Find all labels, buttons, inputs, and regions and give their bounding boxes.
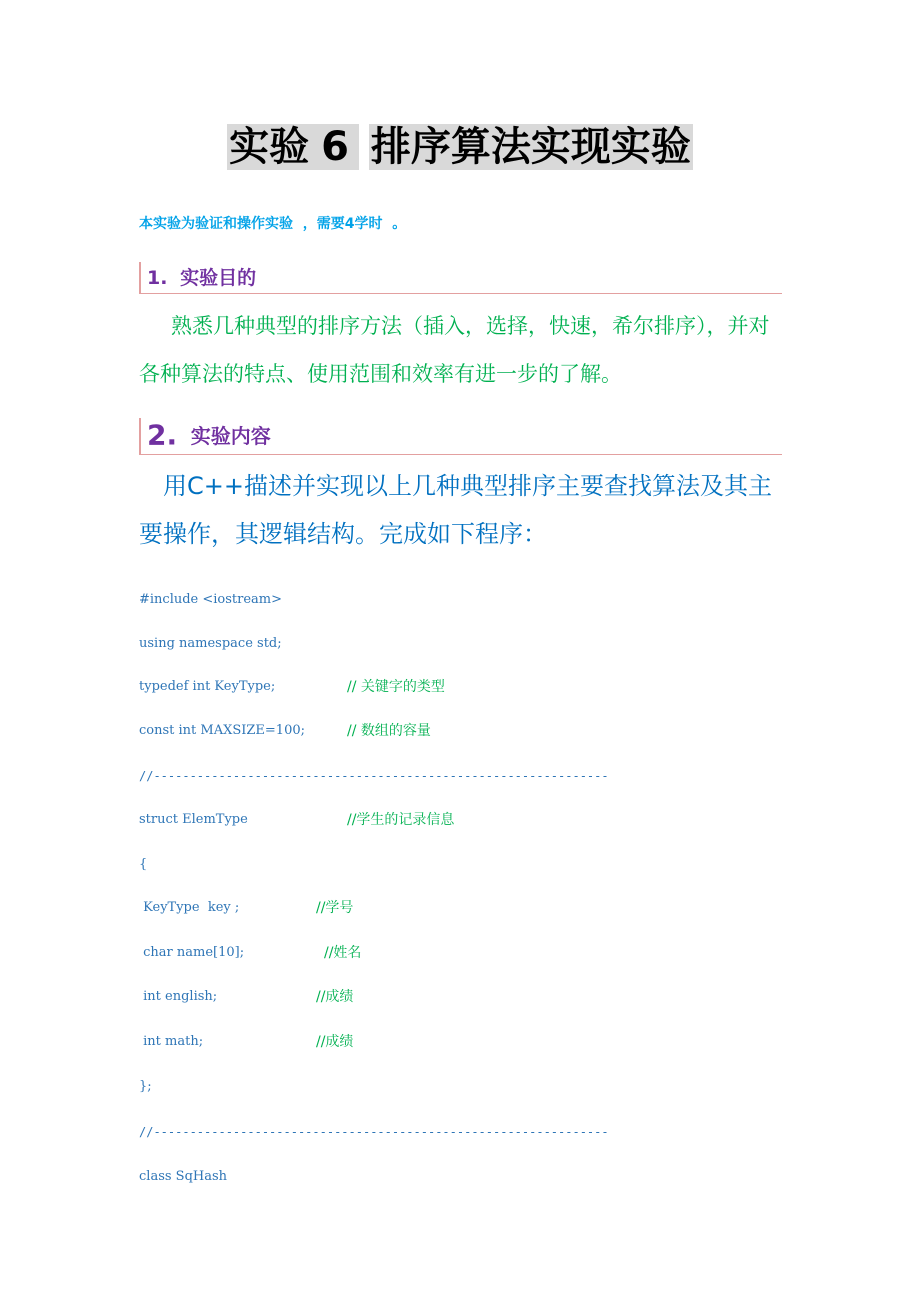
code-line: int math; //成绩	[139, 1034, 354, 1050]
code-line: int english; //成绩	[139, 989, 354, 1005]
code-comment: //姓名	[324, 945, 362, 961]
code-line: using namespace std;	[139, 636, 282, 651]
code-comment: //学生的记录信息	[347, 812, 455, 828]
section2-number: 2.	[147, 418, 178, 452]
document-title	[0, 113, 920, 181]
title-part2: 排序算法实现实验	[370, 124, 691, 170]
code-comment: //成绩	[316, 989, 354, 1005]
code-line: typedef int KeyType; // 关键字的类型	[139, 679, 445, 695]
code-line: char name[10]; //姓名	[139, 945, 362, 961]
code-comment: // 数组的容量	[347, 723, 431, 739]
section2-title: 实验内容	[190, 423, 271, 448]
code-line: class SqHash	[139, 1169, 228, 1184]
title-part1: 实验	[229, 124, 310, 170]
code-comment: //学号	[316, 900, 354, 916]
code-comment: // 关键字的类型	[347, 679, 445, 695]
code-line: KeyType key ; //学号	[139, 900, 354, 916]
code-line: {	[139, 857, 148, 872]
objective-paragraph: 熟悉几种典型的排序方法（插入，选择，快速，希尔排序），并对各种算法的特点、使用范围和效率有进一步的了解。	[139, 314, 770, 386]
code-separator: //---------------------------------------------------------------	[139, 1125, 609, 1139]
section1-title: 实验目的	[180, 267, 257, 289]
code-line: };	[139, 1079, 152, 1094]
code-separator: //---------------------------------------------------------------	[139, 769, 609, 783]
content-paragraph: 用C++描述并实现以上几种典型排序主要查找算法及其主要操作，其逻辑结构。完成如下程序：	[139, 472, 772, 548]
code-line: const int MAXSIZE=100; // 数组的容量	[139, 723, 431, 739]
section1-number: 1.	[147, 267, 168, 289]
code-comment: //成绩	[316, 1034, 354, 1050]
intro-text: 本实验为验证和操作实验 ，需要4学时 。	[139, 216, 407, 232]
code-line: #include <iostream>	[139, 592, 283, 607]
title-number: 6	[311, 124, 359, 170]
section-heading-objective	[139, 262, 782, 294]
code-line: struct ElemType //学生的记录信息	[139, 812, 455, 828]
section-heading-content	[139, 418, 782, 455]
